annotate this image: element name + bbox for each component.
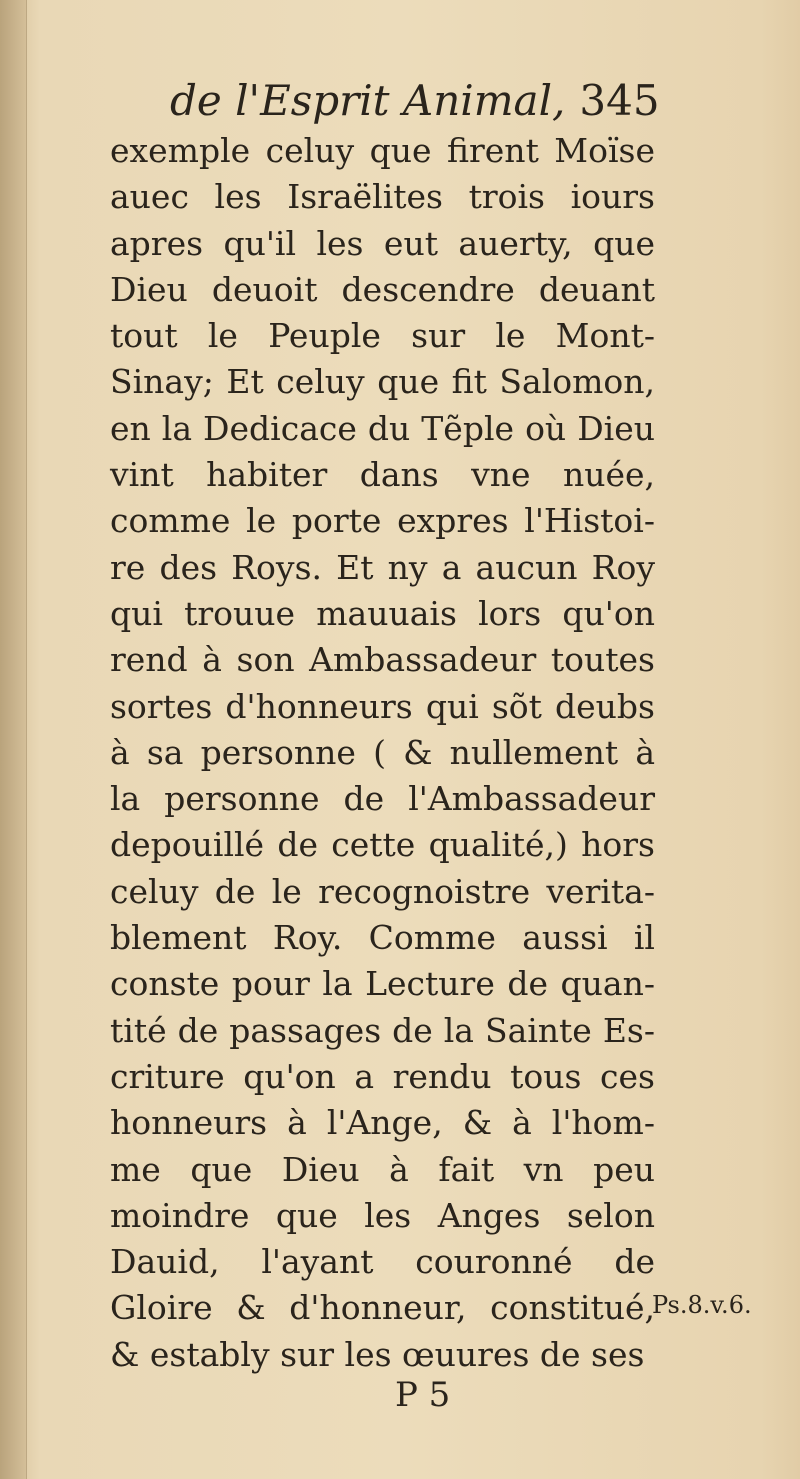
text-line: qui trouue mauuais lors qu'on — [110, 593, 655, 633]
text-line: moindre que les Anges selon — [110, 1195, 655, 1235]
text-line: blement Roy. Comme aussi il — [110, 918, 655, 958]
text-line: Dauid, l'ayant couronné de — [110, 1242, 655, 1282]
text-line: sortes d'honneurs qui sõt deubs — [110, 686, 655, 726]
text-line: auec les Israëlites trois iours — [110, 177, 655, 217]
text-line: honneurs à l'Ange, & à l'hom- — [110, 1103, 655, 1143]
text-line: re des Roys. Et ny a aucun Roy — [110, 547, 655, 587]
body-text — [110, 128, 655, 1378]
text-line: criture qu'on a rendu tous ces — [110, 1056, 655, 1096]
page-number: 345 — [579, 76, 660, 125]
text-line: rend à son Ambassadeur toutes — [110, 640, 655, 680]
text-line: tité de passages de la Sainte Es- — [110, 1010, 655, 1050]
text-line: tout le Peuple sur le Mont- — [110, 316, 655, 356]
text-line: en la Dedicace du Tẽple où Dieu — [110, 408, 655, 448]
text-line: conste pour la Lecture de quan- — [110, 964, 655, 1004]
text-line: comme le porte expres l'Histoi- — [110, 501, 655, 541]
text-line: Dieu deuoit descendre deuant — [110, 269, 655, 309]
signature-mark: P 5 — [395, 1375, 451, 1415]
text-line: exemple celuy que firent Moïse — [110, 131, 655, 170]
text-line: la personne de l'Ambassadeur — [110, 779, 655, 819]
text-line: à sa personne ( & nullement à — [110, 732, 655, 772]
page-gutter — [0, 0, 27, 1479]
text-line: celuy de le recognoistre verita- — [110, 871, 655, 911]
running-header — [170, 70, 670, 132]
text-line: apres qu'il les eut auerty, que — [110, 223, 655, 263]
text-line: Sinay; Et celuy que fit Salomon, — [110, 362, 655, 402]
text-line: vint habiter dans vne nuée, — [110, 455, 655, 495]
text-line: & estably sur les œuures de ses — [110, 1334, 645, 1374]
margin-note: Ps.8.v.6. — [652, 1291, 752, 1319]
text-line: Gloire & d'honneur, constitué, — [110, 1288, 655, 1328]
text-line: me que Dieu à fait vn peu — [110, 1149, 655, 1189]
running-title: de l'Esprit Animal, — [170, 76, 566, 125]
text-line: depouillé de cette qualité,) hors — [110, 825, 655, 865]
